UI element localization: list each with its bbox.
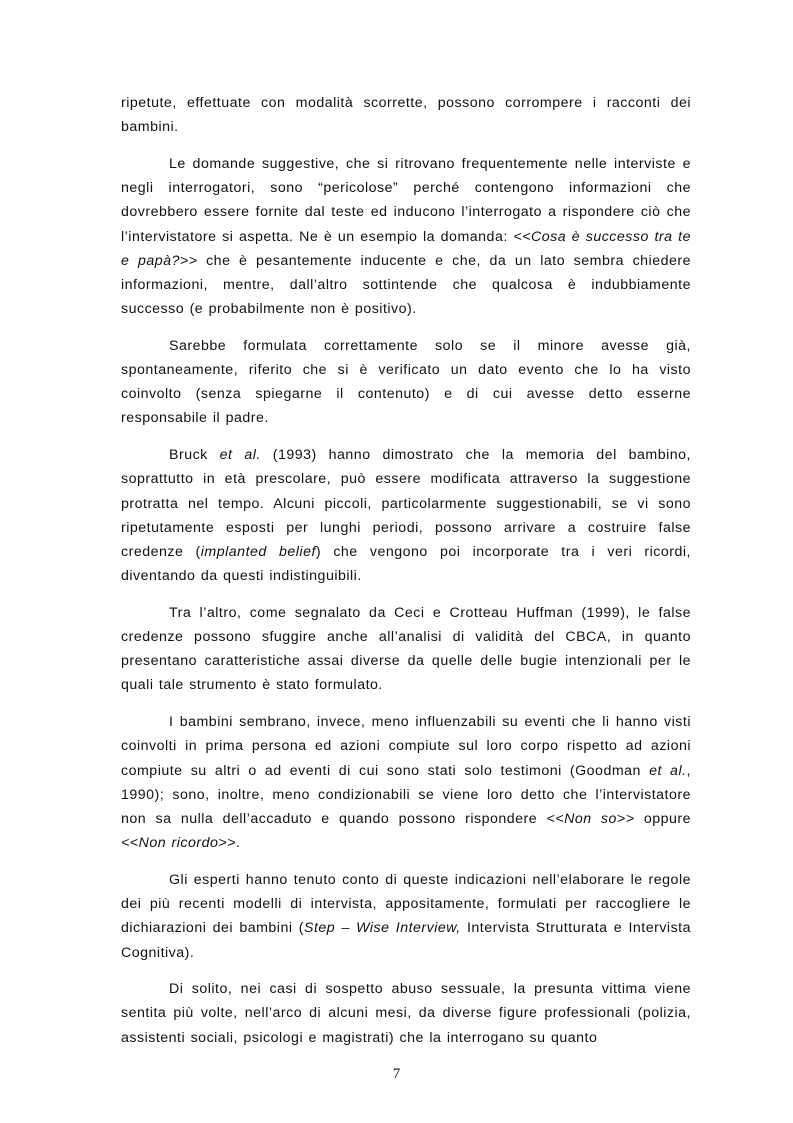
page-number: 7 bbox=[392, 1066, 401, 1082]
text-run: Bruck bbox=[169, 447, 220, 464]
paragraph bbox=[121, 334, 691, 431]
italic-run: Step – Wise Interview, bbox=[304, 920, 461, 937]
text-run: Di solito, nei casi di sospetto abuso sessuale, la presunta vittima viene sentita più volte, nell’arco di alcuni mesi, da diverse figure professionali (polizia, assistenti sociali, psicologi e magistrati) che la interrogano su quanto bbox=[121, 981, 691, 1046]
text-run: ripetute, effettuate con modalità scorrette, possono corrompere i racconti dei bambini. bbox=[121, 95, 691, 136]
paragraph bbox=[121, 977, 691, 1050]
italic-run: implanted belief bbox=[200, 543, 316, 560]
text-run: Intervista Strutturata e Intervista Cognitiva). bbox=[121, 920, 692, 961]
paragraph bbox=[121, 710, 691, 855]
text-run: . bbox=[235, 835, 241, 852]
text-run: ) che vengono poi incorporate tra i veri ricordi, diventando da questi indistinguibili. bbox=[121, 543, 692, 585]
text-run: Le domande suggestive, che si ritrovano frequentemente nelle interviste e negli interrogatori, sono “pericolose” perché contengono informazioni che dovrebbero essere fornite dal teste ed inducono l’interrogato a rispondere ciò che l’intervistatore si aspetta. Ne è un esempio la domanda: bbox=[121, 155, 691, 245]
paragraph bbox=[121, 91, 691, 139]
paragraph bbox=[121, 601, 691, 698]
text-run: Gli esperti hanno tenuto conto di queste indicazioni nell’elaborare le regole dei più recenti modelli di intervista, appositamente, formulati per raccogliere le dichiarazioni dei bambini ( bbox=[121, 871, 691, 937]
paragraph bbox=[121, 443, 691, 588]
text-run: oppure bbox=[634, 810, 691, 827]
italic-run: et al. bbox=[649, 762, 687, 779]
paragraph bbox=[121, 152, 691, 321]
text-run: (1993) hanno dimostrato che la memoria del bambino, soprattutto in età prescolare, può essere modificata attraverso la suggestione protratta nel tempo. Alcuni piccoli, particolarmente suggestionabili, se vi sono ripetutamente esposti per lunghi periodi, possono arrivare a costruire false credenze ( bbox=[121, 447, 691, 560]
italic-run: et al. bbox=[219, 447, 261, 464]
text-run: , 1990); sono, inoltre, meno condizionabili se viene loro detto che l’intervistatore non sa nulla dell’accaduto e quando possono rispondere bbox=[121, 762, 691, 827]
italic-run: <<Non so>> bbox=[546, 810, 635, 827]
paragraph bbox=[121, 868, 691, 965]
text-run: che è pesantemente inducente e che, da un lato sembra chiedere informazioni, mentre, dall’altro sottintende che qualcosa è indubbiamente successo (e probabilmente non è positivo). bbox=[121, 252, 691, 318]
italic-run: <<Cosa è successo tra te e papà?>> bbox=[121, 228, 691, 269]
text-run: I bambini sembrano, invece, meno influenzabili su eventi che li hanno visti coinvolti in prima persona ed azioni compiute sul loro corpo rispetto ad azioni compiute su altri o ad eventi di cui sono stati solo testimoni (Goodman bbox=[121, 714, 691, 779]
text-run: Sarebbe formulata correttamente solo se il minore avesse già, spontaneamente, riferito che si è verificato un dato evento che lo ha visto coinvolto (senza spiegarne il contenuto) e di cui avesse detto esserne responsabile il padre. bbox=[121, 337, 691, 427]
italic-run: <<Non ricordo>> bbox=[121, 835, 236, 852]
text-run: Tra l’altro, come segnalato da Ceci e Crotteau Huffman (1999), le false credenze possono sfuggire anche all’analisi di validità del CBCA, in quanto presentano caratteristiche assai diverse da quelle delle bugie intenzionali per le quali tale strumento è stato formulato. bbox=[121, 604, 691, 694]
page-body bbox=[121, 91, 691, 1062]
